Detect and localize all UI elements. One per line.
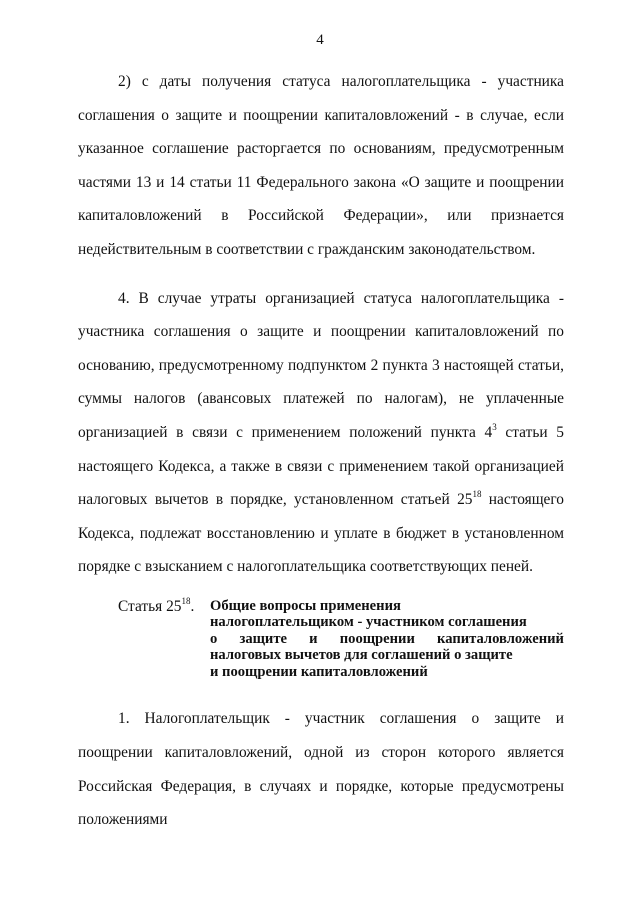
- paragraph-item-2: 2) с даты получения статуса налогоплательщика - участника соглашения о защите и поощрении капиталовложений - в случае, если указанное соглашение расторгается по основаниям, предусмотренным частями 13 и 14 статьи 11 Федерального закона «О защите и поощрении капиталовложений в Российской Федерации», или признается недействительным в соответствии с гражданским законодательством.: [78, 73, 564, 258]
- article-title-line: налогоплательщиком - участником соглашения: [210, 614, 527, 631]
- paragraph-text: настоящего Кодекса, подлежат восстановлению и уплате в бюджет в установленном порядке с взысканием с налогоплательщика соответствующих пеней.: [78, 491, 565, 576]
- paragraph-item-1: 1. Налогоплательщик - участник соглашения о защите и поощрении капиталовложений, одной из сторон которого является Российская Федерация, в случаях и порядке, которые предусмотрены положениями: [78, 710, 564, 829]
- article-title-line: и поощрении капиталовложений: [210, 663, 428, 680]
- article-title: [210, 598, 564, 681]
- article-heading: [78, 595, 564, 681]
- article-title-word: и: [309, 630, 318, 647]
- article-label-superscript: 18: [181, 595, 191, 606]
- article-title-word: защите: [239, 630, 287, 647]
- article-title-word: капиталовложений: [437, 630, 564, 647]
- article-label-text: Статья 25: [118, 597, 182, 615]
- article-title-line: налоговых вычетов для соглашений о защите: [210, 647, 513, 664]
- article-label-suffix: .: [190, 597, 195, 615]
- superscript: 3: [492, 421, 497, 432]
- paragraph-text: статьи 5 настоящего Кодекса, а также в связи с применением такой организацией налоговых вычетов в порядке, установленном статьей 25: [78, 423, 564, 509]
- paragraph-item-4: [78, 282, 564, 584]
- superscript: 18: [472, 489, 482, 499]
- article-title-word: о: [210, 630, 218, 647]
- article-number: [78, 595, 210, 681]
- page-number: 4: [316, 32, 324, 48]
- article-title-line: Общие вопросы применения: [210, 597, 401, 614]
- article-title-line: [210, 631, 564, 648]
- article-title-word: поощрении: [339, 630, 415, 647]
- document-body: [78, 65, 564, 837]
- paragraph-text: 4. В случае утраты организацией статуса налогоплательщика - участника соглашения о защите и поощрении капиталовложений по основанию, предусмотренному подпунктом 2 пункта 3 настоящей статьи, суммы налогов (авансовых платежей по налогам), не уплаченные организацией в связи с применением положений пункта 4: [78, 289, 564, 441]
